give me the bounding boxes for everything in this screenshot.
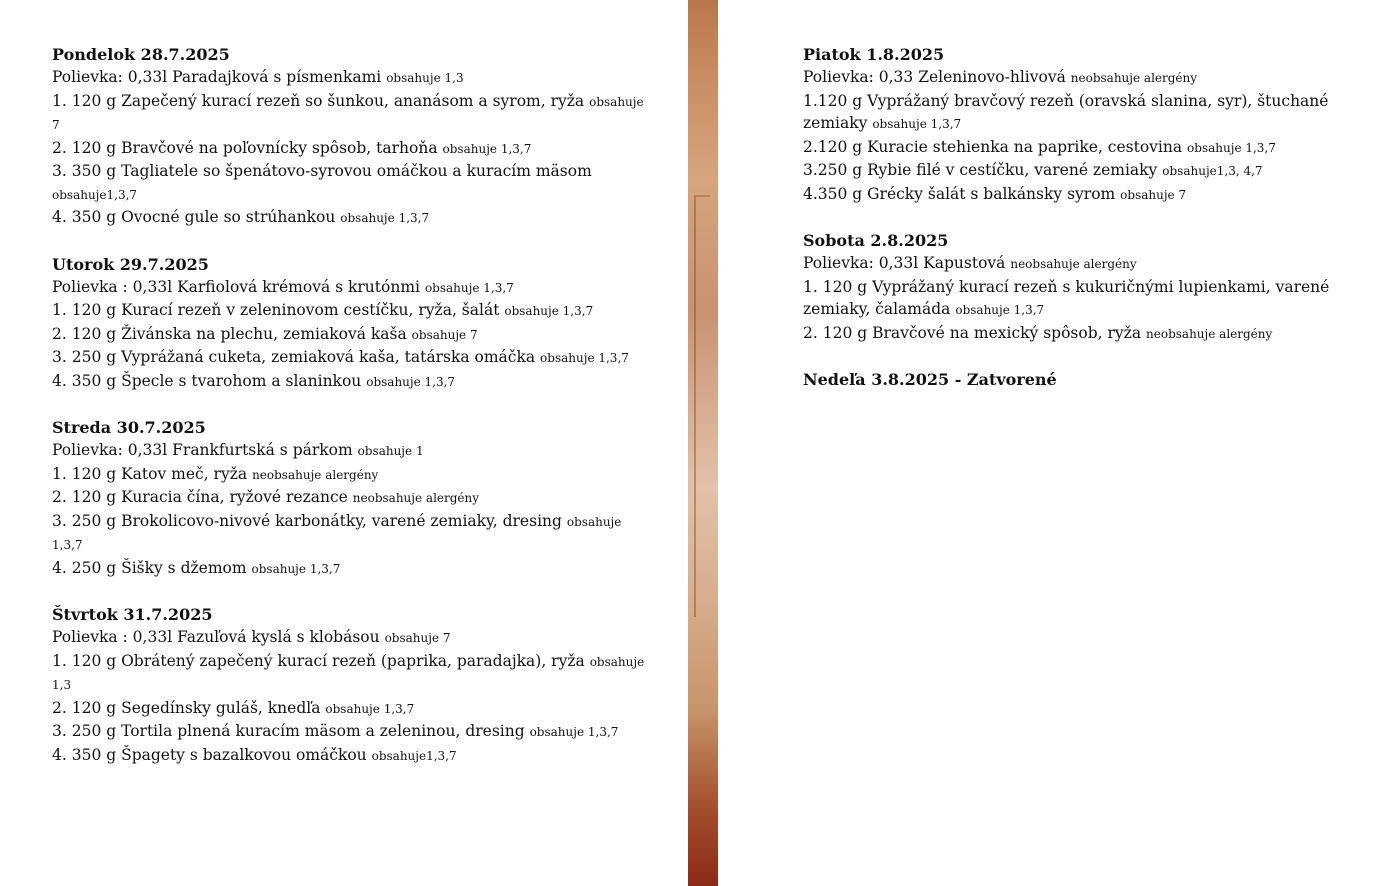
menu-item	[52, 299, 652, 323]
menu-item	[803, 322, 1363, 346]
allergen-note: obsahuje 1,3,7	[52, 514, 622, 552]
allergen-note: obsahuje 7	[411, 327, 478, 342]
menu-item-text: 1. 120 g Vyprážaný kurací rezeň s kukuričnými lupienkami, varené zemiaky, čalamáda	[803, 277, 1330, 318]
menu-item-text: 2. 120 g Bravčové na mexický spôsob, ryža	[803, 323, 1142, 342]
day-section	[803, 230, 1363, 345]
soup-line	[52, 626, 652, 650]
menu-item	[52, 370, 652, 394]
soup-line	[803, 66, 1363, 90]
day-section	[52, 254, 652, 394]
menu-item	[803, 276, 1363, 322]
menu-item-text: 1.120 g Vyprážaný bravčový rezeň (oravská slanina, syr), štuchané zemiaky	[803, 91, 1329, 132]
menu-item-text: 2.120 g Kuracie stehienka na paprike, cestovina	[803, 137, 1183, 156]
menu-item-text: 2. 120 g Kuracia čína, ryžové rezance	[52, 488, 348, 506]
soup-line-text: Polievka: 0,33l Kapustová	[803, 254, 1006, 272]
soup-line	[803, 252, 1363, 276]
allergen-note: neobsahuje alergény	[1146, 326, 1273, 341]
soup-line-text: Polievka : 0,33l Fazuľová kyslá s klobásou	[52, 628, 380, 646]
menu-item	[52, 90, 652, 137]
menu-item-text: 3. 250 g Vyprážaná cuketa, zemiaková kaša, tatárska omáčka	[52, 348, 536, 366]
menu-item-text: 1. 120 g Kurací rezeň v zeleninovom cestíčku, ryža, šalát	[52, 301, 500, 319]
menu-item	[803, 90, 1363, 136]
allergen-note: obsahuje 7	[1120, 187, 1187, 202]
menu-item	[803, 183, 1363, 207]
allergen-note: obsahuje 1,3,7	[442, 141, 532, 156]
menu-item-text: 4.350 g Grécky šalát s balkánsky syrom	[803, 184, 1116, 203]
allergen-note: obsahuje 1,3,7	[504, 304, 594, 318]
day-section	[803, 44, 1363, 206]
allergen-note: neobsahuje alergény	[1070, 71, 1198, 85]
allergen-note: obsahuje 1,3,7	[251, 561, 341, 576]
allergen-note: obsahuje 7	[384, 631, 451, 645]
menu-item	[52, 720, 652, 744]
menu-item-text: 4. 250 g Šišky s džemom	[52, 558, 247, 577]
allergen-note: neobsahuje alergény	[252, 467, 379, 482]
day-title: Piatok 1.8.2025	[803, 45, 945, 64]
menu-item	[52, 557, 652, 581]
allergen-note: neobsahuje alergény	[1010, 257, 1137, 271]
menu-item	[52, 346, 652, 370]
menu-item-text: 4. 350 g Ovocné gule so strúhankou	[52, 208, 336, 226]
menu-item	[803, 136, 1363, 160]
allergen-note: obsahuje 1,3,7	[1187, 140, 1276, 155]
menu-item-text: 1. 120 g Obrátený zapečený kurací rezeň (paprika, paradajka), ryža	[52, 651, 585, 670]
soup-line	[52, 276, 652, 300]
menu-item-text: 4. 350 g Špagety s bazalkovou omáčkou	[52, 745, 367, 764]
allergen-note: obsahuje 7	[52, 94, 644, 132]
allergen-note: obsahuje 1	[357, 444, 424, 458]
soup-line-text: Polievka: 0,33 Zeleninovo-hlivová	[803, 68, 1066, 86]
menu-item	[52, 486, 652, 510]
day-section	[52, 44, 652, 230]
soup-line-text: Polievka: 0,33l Paradajková s písmenkami	[52, 68, 382, 86]
allergen-note: obsahuje 1,3	[386, 71, 464, 85]
allergen-note: obsahuje 1,3,7	[340, 211, 430, 225]
soup-line-text: Polievka : 0,33l Karfiolová krémová s krutónmi	[52, 277, 420, 296]
day-section	[52, 604, 652, 767]
menu-item	[52, 744, 652, 768]
allergen-note: obsahuje1,3,7	[371, 748, 457, 763]
menu-item-text: 2. 120 g Bravčové na poľovnícky spôsob, tarhoňa	[52, 138, 438, 157]
day-title: Štvrtok 31.7.2025	[52, 605, 213, 624]
menu-item-text: 3. 250 g Tortila plnená kuracím mäsom a zeleninou, dresing	[52, 722, 525, 740]
menu-column-right	[803, 44, 1363, 415]
menu-column-left	[52, 44, 652, 791]
menu-item	[52, 137, 652, 161]
day-title: Utorok 29.7.2025	[52, 254, 209, 274]
allergen-note: obsahuje 1,3,7	[366, 374, 456, 389]
soup-line	[52, 66, 652, 90]
menu-item	[52, 650, 652, 697]
decorative-photo-strip	[688, 0, 718, 886]
allergen-note: obsahuje 1,3,7	[424, 280, 514, 295]
menu-item-text: 1. 120 g Katov meč, ryža	[52, 464, 248, 483]
allergen-note: neobsahuje alergény	[352, 491, 480, 505]
menu-item-text: 2. 120 g Segedínsky guláš, knedľa	[52, 698, 321, 717]
menu-item	[52, 463, 652, 487]
allergen-note: obsahuje 1,3,7	[872, 117, 962, 131]
menu-item	[52, 160, 652, 206]
allergen-note: obsahuje 1,3	[52, 654, 645, 692]
soup-line	[52, 439, 652, 463]
allergen-note: obsahuje1,3, 4,7	[1162, 164, 1263, 178]
menu-item-text: 3.250 g Rybie filé v cestíčku, varené zemiaky	[803, 161, 1158, 179]
day-section	[52, 417, 652, 580]
day-title: Streda 30.7.2025	[52, 418, 206, 437]
menu-item	[52, 510, 652, 557]
menu-item-text: 4. 350 g Špecle s tvarohom a slaninkou	[52, 371, 362, 390]
allergen-note: obsahuje 1,3,7	[325, 701, 415, 716]
menu-item	[52, 206, 652, 230]
allergen-note: obsahuje 1,3,7	[540, 351, 629, 365]
menu-item-text: 3. 350 g Tagliatele so špenátovo-syrovou omáčkou a kuracím mäsom	[52, 162, 592, 180]
menu-item-text: 3. 250 g Brokolicovo-nivové karbonátky, varené zemiaky, dresing	[52, 511, 562, 530]
day-section	[803, 369, 1363, 391]
menu-item-text: 2. 120 g Živánska na plechu, zemiaková kaša	[52, 324, 407, 343]
day-title: Pondelok 28.7.2025	[52, 45, 230, 64]
menu-item	[52, 323, 652, 347]
menu-item	[803, 159, 1363, 183]
allergen-note: obsahuje1,3,7	[52, 187, 138, 202]
day-title: Nedeľa 3.8.2025 - Zatvorené	[803, 370, 1057, 389]
menu-item-text: 1. 120 g Zapečený kurací rezeň so šunkou, ananásom a syrom, ryža	[52, 91, 585, 110]
soup-line-text: Polievka: 0,33l Frankfurtská s párkom	[52, 441, 353, 459]
menu-item	[52, 697, 652, 721]
allergen-note: obsahuje 1,3,7	[529, 725, 619, 739]
allergen-note: obsahuje 1,3,7	[955, 303, 1045, 317]
day-title: Sobota 2.8.2025	[803, 231, 949, 250]
